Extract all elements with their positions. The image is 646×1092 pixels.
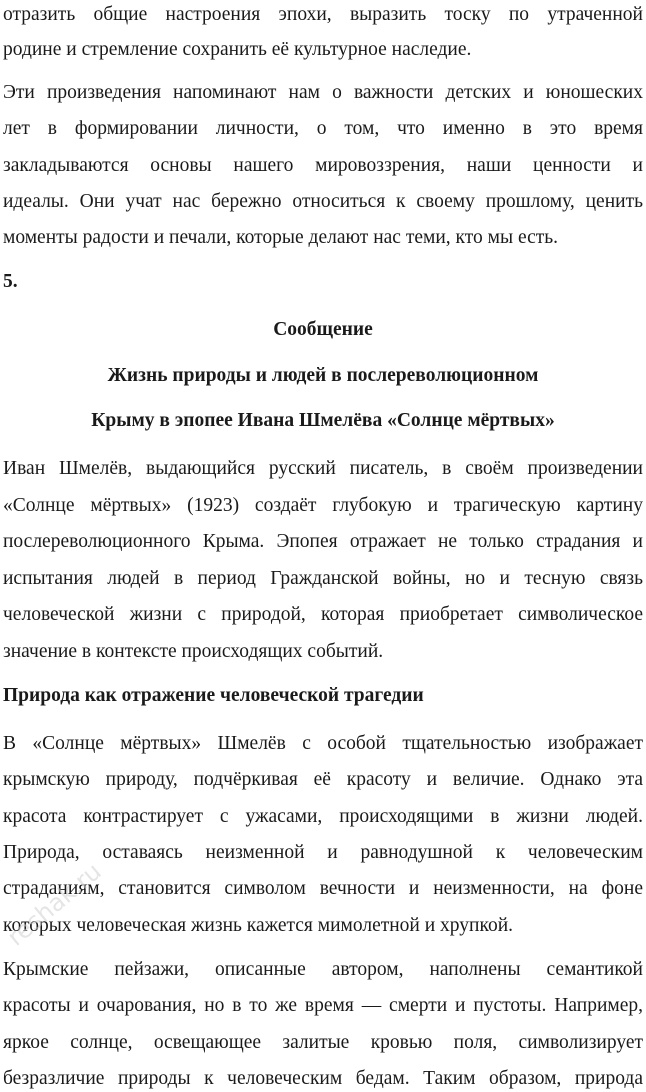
- paragraph-1-line: отразить общие настроения эпохи, выразить тоску по утраченной: [3, 4, 643, 25]
- paragraph-2-line: идеалы. Они учат нас бережно относиться к своему прошлому, ценить: [3, 191, 643, 212]
- paragraph-2-line: лет в формировании личности, о том, что именно в это время: [3, 118, 643, 139]
- paragraph-4-line: страданиям, становится символом вечности и неизменности, на фоне: [3, 878, 643, 899]
- paragraph-2-line: закладываются основы нашего мировоззрения, наши ценности и: [3, 155, 643, 176]
- paragraph-3-line: человеческой жизни с природой, которая приобретает символическое: [3, 604, 643, 625]
- paragraph-3-line: значение в контексте происходящих событий.: [3, 641, 384, 662]
- paragraph-3-line: «Солнце мёртвых» (1923) создаёт глубокую и трагическую картину: [3, 495, 643, 516]
- paragraph-4-line: крымскую природу, подчёркивая её красоту и величие. Однако эта: [3, 769, 643, 790]
- watermark: reshak.ru: [2, 857, 107, 952]
- paragraph-4-line: красота контрастирует с ужасами, происходящими в жизни людей.: [3, 806, 643, 827]
- paragraph-3-line: послереволюционного Крыма. Эпопея отражает не только страдания и: [3, 531, 643, 552]
- paragraph-4-line: Природа, оставаясь неизменной и равнодушной к человеческим: [3, 842, 643, 863]
- paragraph-3-line: испытания людей в период Гражданской войны, но и тесную связь: [3, 568, 643, 589]
- title-line: Крыму в эпопее Ивана Шмелёва «Солнце мёртвых»: [91, 410, 555, 431]
- paragraph-2-line: моменты радости и печали, которые делают нас теми, кто мы есть.: [3, 227, 559, 248]
- title-line: Жизнь природы и людей в послереволюционном: [107, 365, 539, 386]
- message-heading: Сообщение: [273, 319, 373, 340]
- paragraph-5-line: безразличие природы к человеческим бедам. Таким образом, природа: [3, 1068, 643, 1089]
- paragraph-5-line: Крымские пейзажи, описанные автором, наполнены семантикой: [3, 959, 643, 980]
- paragraph-4-line: которых человеческая жизнь кажется мимолетной и хрупкой.: [3, 915, 514, 936]
- paragraph-2-line: Эти произведения напоминают нам о важности детских и юношеских: [3, 82, 643, 103]
- paragraph-5-line: красоты и очарования, но в то же время — смерти и пустоты. Например,: [3, 995, 643, 1016]
- paragraph-1-line: родине и стремление сохранить её культурное наследие.: [3, 39, 472, 60]
- paragraph-3-line: Иван Шмелёв, выдающийся русский писатель, в своём произведении: [3, 458, 643, 479]
- subheading: Природа как отражение человеческой трагедии: [3, 685, 424, 706]
- section-number: 5.: [3, 271, 18, 292]
- paragraph-5-line: яркое солнце, освещающее залитые кровью поля, символизирует: [3, 1032, 643, 1053]
- paragraph-4-line: В «Солнце мёртвых» Шмелёв с особой тщательностью изображает: [3, 733, 643, 754]
